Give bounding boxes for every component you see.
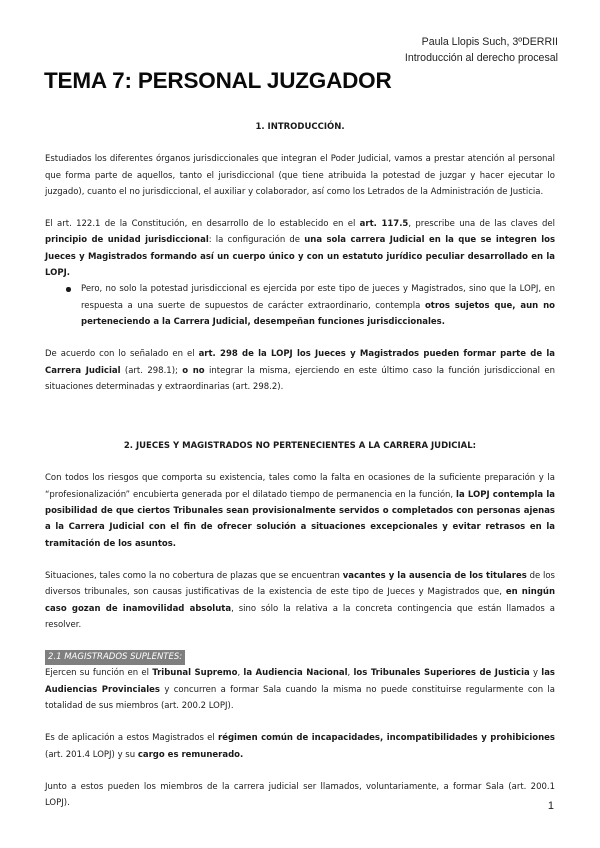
text-run: Pero, no solo la potestad jurisdiccional es ejercida por este tipo de jueces y Magistrados, sino que la LOPJ, en respuesta a una suerte de supuestos de carácter extraordinario, contempla <box>81 284 555 311</box>
bold-run: art. 117.5 <box>359 219 409 230</box>
subsection-heading-wrap <box>45 649 555 665</box>
author-line: Paula Llopis Such, 3ºDERRII <box>421 36 558 48</box>
text-run: Con todos los riesgos que comporta su existencia, tales como la falta en ocasiones de la suficiente preparación y la “profesionalización” encubierta generada por el dilatado tiempo de permanencia en la función, <box>45 473 555 500</box>
text-run: integrar la misma, ejerciendo en este último caso la función jurisdiccional en situaciones determinadas y extraordinarias (art. 298.2). <box>45 365 555 392</box>
bold-run: una sola carrera Judicial en la que se integren los Jueces y Magistrados formando así un cuerpo único y con un estatuto jurídico peculiar desarrollado en la LOPJ. <box>45 235 556 279</box>
bold-run: régimen común de incapacidades, incompatibilidades y prohibiciones <box>218 733 555 744</box>
text-run: , sino sólo la relativa a la concreta contingencia que están llamados a resolver. <box>45 603 555 630</box>
document-body <box>45 119 555 812</box>
text-run: Situaciones, tales como la no cobertura de plazas que se encuentran <box>45 570 343 581</box>
paragraph-intro-3 <box>45 346 555 395</box>
text-run: , prescribe una de las claves del <box>408 219 555 230</box>
section-heading-jueces: 2. JUECES Y MAGISTRADOS NO PERTENECIENTES A LA CARRERA JUDICIAL: <box>123 441 477 452</box>
bold-run: vacantes y la ausencia de los titulares <box>342 570 527 581</box>
text-run: y concurren a formar Sala cuando la misma no puede constituirse regularmente con la totalidad de sus miembros (art. 200.2 LOPJ). <box>45 684 555 712</box>
document-header <box>405 34 558 66</box>
paragraph-suplentes-2 <box>45 730 555 763</box>
bold-run: las Audiencias Provinciales <box>45 668 555 695</box>
section-heading-introduccion: 1. INTRODUCCIÓN. <box>255 122 345 132</box>
bold-run: en ningún caso gozan de inamovilidad absoluta <box>45 587 556 614</box>
text-run: El art. 122.1 de la Constitución, en desarrollo de lo establecido en el <box>45 219 360 230</box>
text-run: (art. 298.1); <box>120 365 183 376</box>
bold-run: principio de unidad jurisdiccional <box>45 235 209 246</box>
bold-run: los Tribunales Superiores de Justicia <box>353 668 530 679</box>
text-run: y <box>529 668 542 679</box>
paragraph-intro-2 <box>45 216 555 281</box>
page-number: 1 <box>547 800 554 812</box>
text-run: (art. 201.4 LOPJ) y su <box>45 749 138 760</box>
bold-run: la Audiencia Nacional <box>243 668 348 679</box>
bullet-list <box>45 281 555 330</box>
bold-run: Tribunal Supremo <box>152 668 238 679</box>
bold-run: cargo es remunerado. <box>137 749 244 760</box>
list-item <box>81 281 555 330</box>
text-run: Ejercen su función en el <box>45 668 153 679</box>
paragraph-suplentes-3: Junto a estos pueden los miembros de la carrera judicial ser llamados, voluntariamente, a formar Sala (art. 200.1 LOPJ). <box>45 781 555 809</box>
paragraph-intro-1: Estudiados los diferentes órganos jurisdiccionales que integran el Poder Judicial, vamos a prestar atención al personal que forma parte de aquellos, tanto el jurisdiccional (que tiene atribuida la potestad de juzgar y hacer ejecutar lo juzgado), cuanto el no jurisdiccional, el auxiliar y colaborador, así como los Letrados de la Administración de Justicia. <box>45 154 555 197</box>
text-run: , <box>347 668 354 679</box>
subsection-heading-magistrados-suplentes: 2.1 MAGISTRADOS SUPLENTES: <box>45 650 185 665</box>
paragraph-suplentes-1 <box>45 665 555 714</box>
text-run: de los diversos tribunales, son causas justificativas de la existencia de este tipo de Jueces y Magistrados que, <box>45 570 555 598</box>
page-title: TEMA 7: PERSONAL JUZGADOR <box>44 68 392 93</box>
course-line: Introducción al derecho procesal <box>404 52 558 64</box>
bold-run: otros sujetos que, aun no perteneciendo a la Carrera Judicial, desempeñan funciones jurisdiccionales. <box>81 300 555 327</box>
text-run: , <box>237 668 244 679</box>
text-run: Es de aplicación a estos Magistrados el <box>45 733 218 744</box>
paragraph-jueces-2 <box>45 568 555 633</box>
bold-run: o no <box>182 365 205 376</box>
bold-run: art. 298 de la LOPJ los Jueces y Magistrados pueden formar parte de la Carrera Judicial <box>45 349 555 376</box>
bold-run: la LOPJ contempla la posibilidad de que ciertos Tribunales sean provisionalmente servidos o completados con personas ajenas a la Carrera Judicial con el fin de ofrecer solución a situaciones excepcionales y evitar retrasos en la tramitación de los asuntos. <box>45 489 555 549</box>
text-run: De acuerdo con lo señalado en el <box>45 349 199 360</box>
text-run: : la configuración de <box>208 235 305 246</box>
paragraph-jueces-1 <box>45 470 555 551</box>
